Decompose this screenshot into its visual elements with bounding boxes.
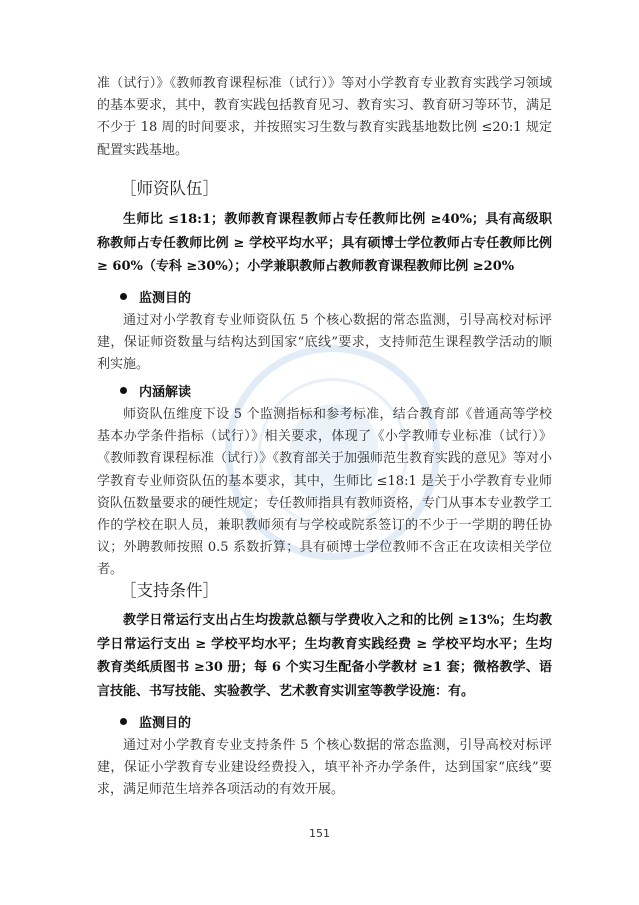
support-indicators: 教学日常运行支出占生均拨款总额与学费收入之和的比例 ≥13%；生均教学日常运行支出 ≥ 学校平均水平；生均教育实践经费 ≥ 学校平均水平；生均教育类纸质图书 ≥30 册；每 6 个实习生配备小学教材 ≥1 套；微格教学、语言技能、书写技能、实验教学、艺术教育实训室等教学设施：有。	[97, 613, 552, 699]
faculty-meaning-paragraph: 师资队伍维度下设 5 个监测指标和参考标准，结合教育部《普通高等学校基本办学条件指标（试行）》相关要求，体现了《小学教师专业标准（试行）》《教师教育课程标准（试行）》《教育部关于加强师范生教育实践的意见》等对小学教育专业师资队伍的基本要求，其中，生师比 ≤18:1 是关于小学教育专业师资队伍数量要求的硬性规定；专任教师指具有教师资格，专门从事本专业教学工作的学校在职人员，兼职教师须有与学校或院系签订的不少于一学期的聘任协议；外聘教师按照 0.5 系数折算；具有硕博士学位教师不含正在攻读相关学位者。	[97, 407, 553, 578]
section-title-support: ［支持条件］	[120, 581, 219, 600]
heading-label: 监测目的	[139, 716, 192, 731]
bullet-icon	[120, 387, 127, 394]
faculty-meaning-heading	[120, 383, 191, 403]
bullet-icon	[120, 293, 127, 300]
faculty-purpose-paragraph: 通过对小学教育专业师资队伍 5 个核心数据的常态监测，引导高校对标评建，保证师资数量与结构达到国家“底线”要求，支持师范生课程教学活动的顺利实施。	[97, 313, 552, 373]
support-purpose-heading	[120, 714, 191, 734]
faculty-indicators: 生师比 ≤18:1；教师教育课程教师占专任教师比例 ≥40%；具有高级职称教师占专任教师比例 ≥ 学校平均水平；具有硕博士学位教师占专任教师比例 ≥ 60%（专科 ≥30%）；小学兼职教师占教师教育课程教师比例 ≥20%	[97, 212, 552, 274]
bullet-icon	[120, 718, 127, 725]
heading-label: 内涵解读	[139, 385, 192, 400]
support-purpose-paragraph: 通过对小学教育专业支持条件 5 个核心数据的常态监测，引导高校对标评建，保证小学教育专业建设经费投入，填平补齐办学条件，达到国家“底线”要求，满足师范生培养各项活动的有效开展。	[97, 738, 552, 798]
page-number: 151	[309, 827, 330, 840]
continuation-paragraph: 准（试行）》《教师教育课程标准（试行）》等对小学教育专业教育实践学习领域的基本要求，其中，教育实践包括教育见习、教育实习、教育研习等环节，满足不少于 18 周的时间要求，并按照实习生数与教育实践基地数比例 ≤20:1 规定配置实践基地。	[97, 76, 553, 158]
faculty-purpose-heading	[120, 289, 191, 309]
section-title-faculty: ［师资队伍］	[120, 179, 219, 198]
heading-label: 监测目的	[139, 291, 192, 306]
